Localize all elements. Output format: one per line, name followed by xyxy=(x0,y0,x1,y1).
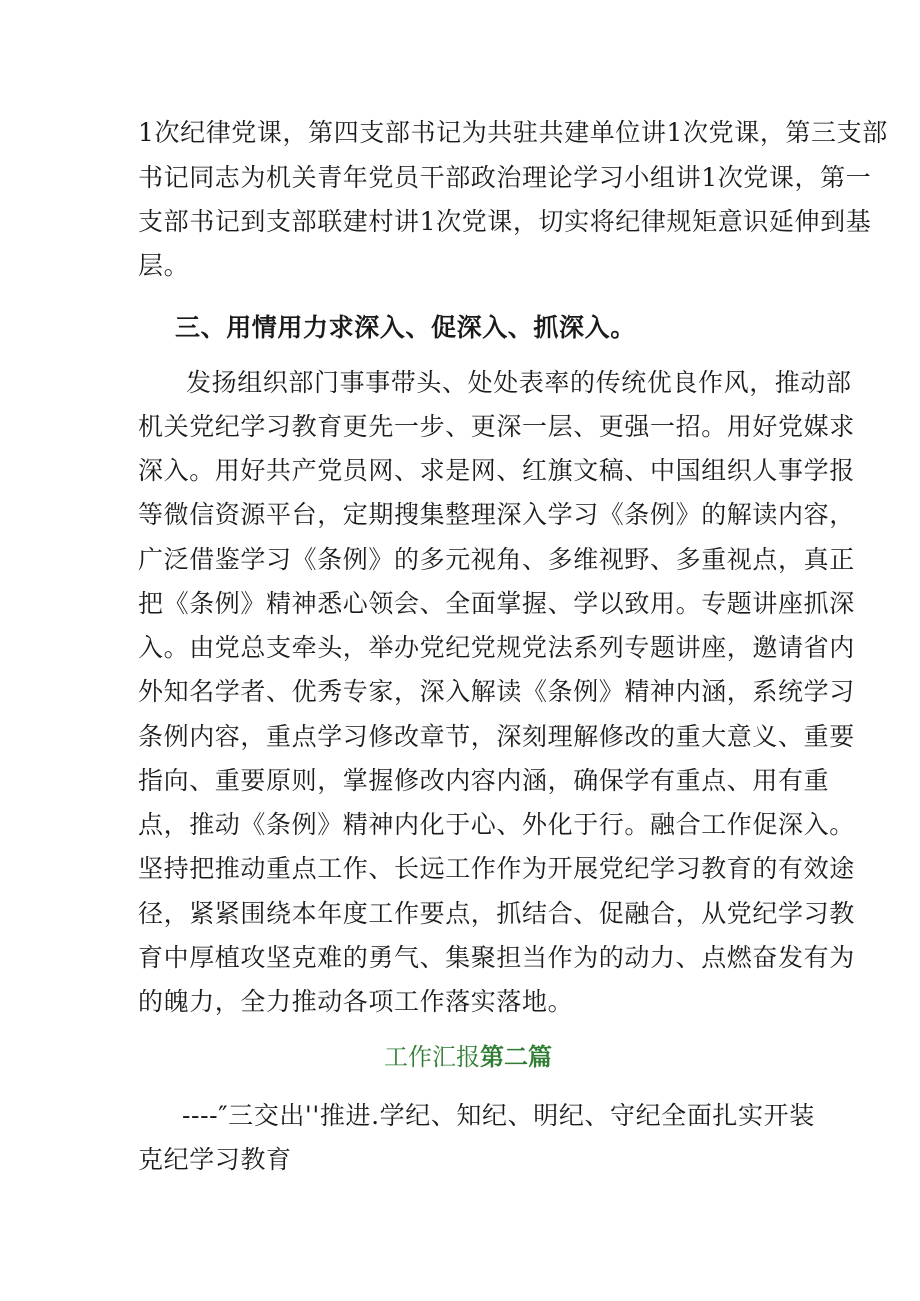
paragraph-line: 机关党纪学习教育更先一步、更深一层、更强一招。用好党媒求 xyxy=(138,412,855,441)
paragraph-line: 外知名学者、优秀专家，深入解读《条例》精神内涵，系统学习 xyxy=(138,677,855,706)
paragraph-line: 层。 xyxy=(138,251,190,280)
paragraph-line: 育中厚植攻坚克难的勇气、集聚担当作为的动力、点燃奋发有为 xyxy=(138,943,855,972)
paragraph-line: 条例内容，重点学习修改章节，深刻理解修改的重大意义、重要 xyxy=(138,722,855,751)
paragraph-line: 书记同志为机关青年党员干部政治理论学习小组讲1次党课，第一 xyxy=(138,163,872,192)
subtitle-line: 克纪学习教育 xyxy=(138,1145,292,1174)
paragraph-line: 的魄力，全力推动各项工作落实落地。 xyxy=(138,987,574,1016)
paragraph-line: 入。由党总支牵头，举办党纪党规党法系列专题讲座，邀请省内 xyxy=(138,633,855,662)
paragraph-line: 径，紧紧围绕本年度工作要点，抓结合、促融合，从党纪学习教 xyxy=(138,899,855,928)
paragraph-line: 点，推动《条例》精神内化于心、外化于行。融合工作促深入。 xyxy=(138,810,855,839)
paragraph-line: 支部书记到支部联建村讲1次党课，切实将纪律规矩意识延伸到基 xyxy=(138,207,872,236)
paragraph-line: 指向、重要原则，掌握修改内容内涵，确保学有重点、用有重 xyxy=(138,766,830,795)
paragraph-line: 1次纪律党课，第四支部书记为共驻共建单位讲1次党课，第三支部 xyxy=(138,118,888,147)
paragraph-line: 坚持把推动重点工作、长远工作作为开展党纪学习教育的有效途 xyxy=(138,854,855,883)
section-title-prefix: 工作汇报 xyxy=(384,1043,480,1071)
paragraph-line: 深入。用好共产党员网、求是网、红旗文稿、中国组织人事学报 xyxy=(138,456,855,485)
paragraph-line: 把《条例》精神悉心领会、全面掌握、学以致用。专题讲座抓深 xyxy=(138,589,855,618)
paragraph-line: 发扬组织部门事事带头、处处表率的传统优良作风，推动部 xyxy=(186,368,852,397)
paragraph-line: 广泛借鉴学习《条例》的多元视角、多维视野、多重视点，真正 xyxy=(138,545,855,574)
section-heading: 三、用情用力求深入、促深入、抓深入。 xyxy=(175,313,636,342)
paragraph-line: 等微信资源平台，定期搜集整理深入学习《条例》的解读内容， xyxy=(138,500,855,529)
subtitle-line: ----″三交出''推进.学纪、知纪、明纪、守纪全面扎实开装 xyxy=(182,1101,815,1130)
section-title-suffix: 第二篇 xyxy=(480,1043,552,1071)
section-title xyxy=(384,1040,552,1074)
